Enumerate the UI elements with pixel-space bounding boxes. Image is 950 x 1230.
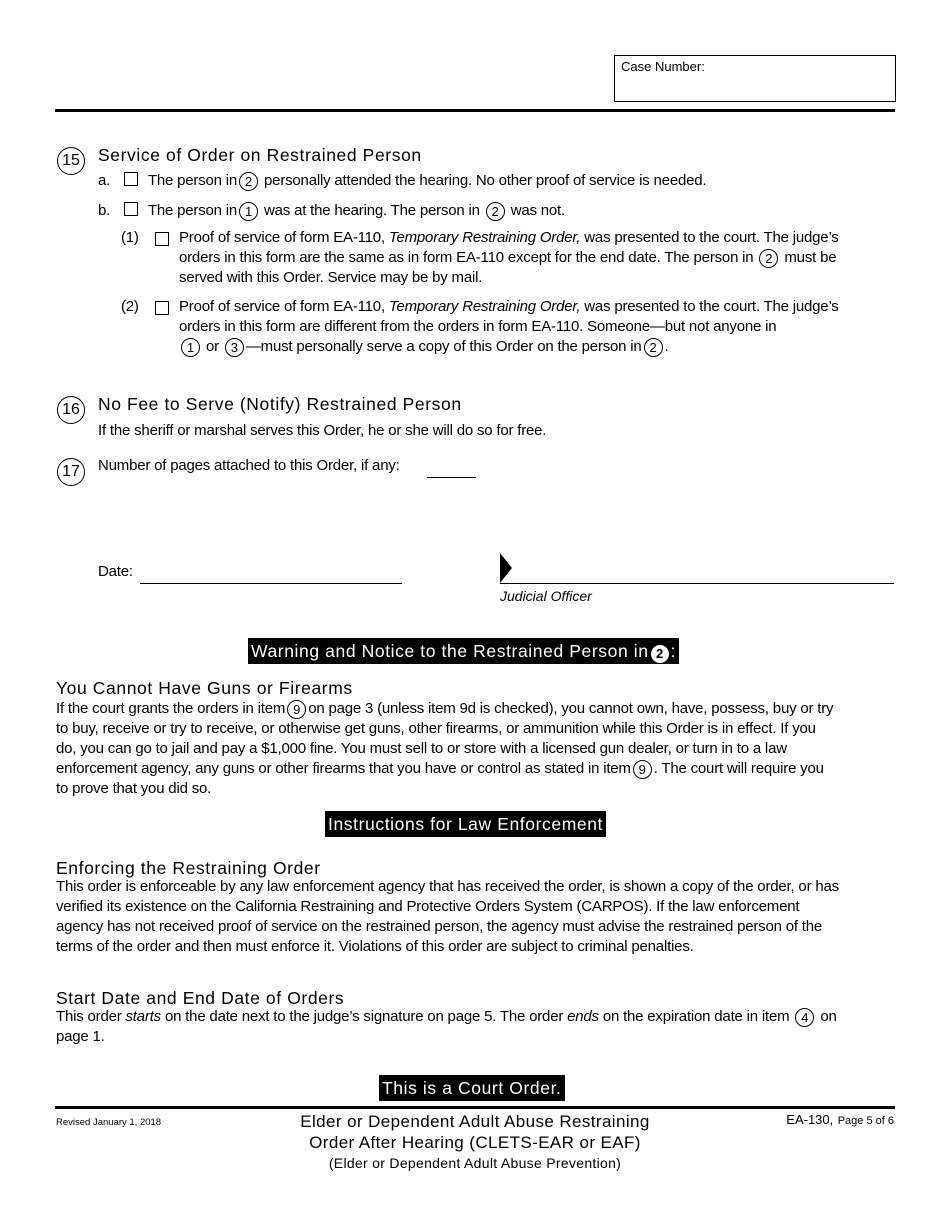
text: do, you can go to jail and pay a $1,000 fine. You must sell to or store with a licensed gun dealer, or turn in to a law <box>56 740 787 757</box>
revised-date: Revised January 1, 2018 <box>56 1117 162 1128</box>
text: verified its existence on the California Restraining and Protective Orders System (CARPOS). If the law enforcement <box>56 898 800 915</box>
item-16-title: No Fee to Serve (Notify) Restrained Person <box>98 394 462 414</box>
text: on <box>820 1008 837 1025</box>
item-15b-checkbox[interactable] <box>124 202 138 216</box>
text: If the court grants the orders in item <box>56 700 286 717</box>
text: terms of the order and then must enforce it. Violations of this order are subject to criminal penalties. <box>56 938 694 955</box>
judicial-officer-signature-line[interactable] <box>500 583 894 584</box>
item-number-16: 16 <box>57 396 85 424</box>
ref-circle: 2 <box>759 249 778 268</box>
case-number-box[interactable] <box>614 55 896 102</box>
item-15b1-number: (1) <box>121 229 139 246</box>
item-15b-mid: was at the hearing. The person in <box>264 202 480 219</box>
guns-heading: You Cannot Have Guns or Firearms <box>56 678 353 698</box>
judicial-officer-label: Judicial Officer <box>500 588 592 604</box>
guns-paragraph <box>56 699 896 799</box>
ref-circle: 2 <box>239 172 258 191</box>
item-15b2-checkbox[interactable] <box>155 301 169 315</box>
item-15b2-text <box>179 297 899 357</box>
item-15a-pre: The person in <box>147 172 238 189</box>
item-15b-pre: The person in <box>147 202 238 219</box>
ref-circle: 9 <box>633 760 652 779</box>
text: This order is enforceable by any law enforcement agency that has received the order, is shown a copy of the order, or has <box>56 878 839 895</box>
footer-rule <box>55 1106 895 1109</box>
form-id: EA-130, <box>786 1112 834 1127</box>
item-15a-text: personally attended the hearing. No other proof of service is needed. <box>264 172 707 189</box>
dates-paragraph <box>56 1007 896 1047</box>
text: was presented to the court. The judge’s <box>584 298 839 315</box>
text: starts <box>125 1008 161 1025</box>
case-number-label: Case Number: <box>621 59 705 74</box>
item-15b1-checkbox[interactable] <box>155 232 169 246</box>
item-15b1-text <box>179 228 899 288</box>
warning-banner-colon: : <box>670 641 677 661</box>
date-field[interactable] <box>140 583 402 584</box>
text: served with this Order. Service may be by mail. <box>179 269 483 286</box>
text: to prove that you did so. <box>56 780 212 797</box>
item-number-17: 17 <box>57 458 85 486</box>
warning-banner-text: Warning and Notice to the Restrained Person in <box>251 641 649 661</box>
form-subtitle: (Elder or Dependent Adult Abuse Prevention) <box>328 1155 622 1171</box>
ref-circle: 3 <box>225 338 244 357</box>
form-page-info <box>786 1111 894 1129</box>
item-15b-letter: b. <box>98 202 111 219</box>
ref-circle: 1 <box>239 202 258 221</box>
signature-arrow-icon <box>500 553 512 583</box>
dates-heading: Start Date and End Date of Orders <box>56 988 345 1008</box>
footer-title <box>250 1111 700 1173</box>
item-17-label: Number of pages attached to this Order, if any: <box>98 457 400 474</box>
item-15b-post: was not. <box>510 202 565 219</box>
item-15b2-number: (2) <box>121 298 139 315</box>
form-title: Temporary Restraining Order, <box>388 298 581 315</box>
item-16-body: If the sheriff or marshal serves this Order, he or she will do so for free. <box>98 422 547 439</box>
enforcing-paragraph <box>56 877 896 957</box>
text: agency has not received proof of service on the restrained person, the agency must advise the restrained person of the <box>56 918 823 935</box>
form-title-line-1: Elder or Dependent Adult Abuse Restraining <box>300 1112 650 1131</box>
ref-circle: 2 <box>644 338 663 357</box>
warning-banner <box>248 638 679 664</box>
text: Proof of service of form EA-110, <box>179 229 385 246</box>
item-15-title: Service of Order on Restrained Person <box>98 145 422 165</box>
text: —must personally serve a copy of this Order on the person in <box>245 338 642 355</box>
text: was presented to the court. The judge’s <box>584 229 839 246</box>
date-label: Date: <box>98 563 133 580</box>
text: This order <box>56 1008 122 1025</box>
court-order-banner: This is a Court Order. <box>379 1075 565 1101</box>
text: page 1. <box>56 1028 105 1045</box>
ref-circle: 9 <box>287 700 306 719</box>
item-number-15: 15 <box>57 147 85 175</box>
item-15a-letter: a. <box>98 172 111 189</box>
law-enforcement-banner: Instructions for Law Enforcement <box>325 811 606 837</box>
text: must be <box>784 249 837 266</box>
text: ends <box>567 1008 599 1025</box>
text: on the date next to the judge’s signature on page 5. The order <box>164 1008 564 1025</box>
text: orders in this form are the same as in form EA-110 except for the end date. The person in <box>179 249 754 266</box>
text: on the expiration date in item <box>602 1008 790 1025</box>
text: or <box>205 338 219 355</box>
form-title-line-2: Order After Hearing (CLETS-EAR or EAF) <box>309 1133 641 1152</box>
text: orders in this form are different from the orders in form EA-110. Someone—but not anyone in <box>179 318 777 335</box>
text: . <box>664 338 669 355</box>
ref-circle: 2 <box>651 645 669 663</box>
item-15b <box>98 201 565 221</box>
text: enforcement agency, any guns or other firearms that you have or control as stated in item <box>56 760 631 777</box>
page-number: Page 5 of 6 <box>837 1115 894 1127</box>
form-title: Temporary Restraining Order, <box>388 229 581 246</box>
item-15a-checkbox[interactable] <box>124 172 138 186</box>
item-15a <box>98 171 706 191</box>
text: Proof of service of form EA-110, <box>179 298 385 315</box>
enforcing-heading: Enforcing the Restraining Order <box>56 858 321 878</box>
ref-circle: 4 <box>795 1008 814 1027</box>
ref-circle: 1 <box>181 338 200 357</box>
pages-attached-field[interactable] <box>427 477 476 478</box>
ref-circle: 2 <box>486 202 505 221</box>
text: on page 3 (unless item 9d is checked), you cannot own, have, possess, buy or try <box>308 700 834 717</box>
header-rule <box>55 109 895 112</box>
text: to buy, receive or try to receive, or otherwise get guns, other firearms, or ammunition while this Order is in effect. If you <box>56 720 816 737</box>
text: . The court will require you <box>653 760 824 777</box>
